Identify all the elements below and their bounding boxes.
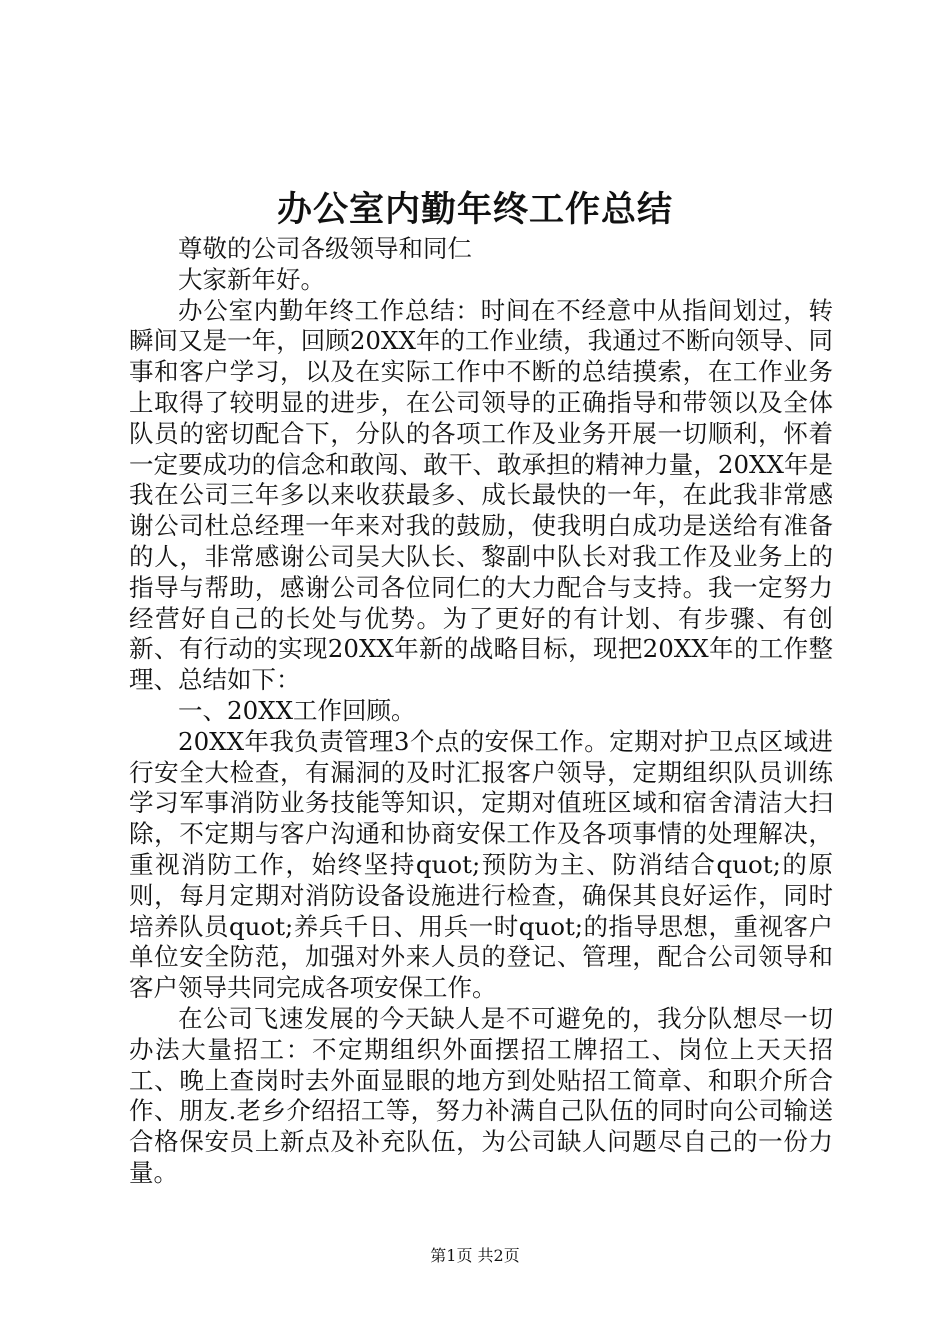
paragraph-recruitment: 在公司飞速发展的今天缺人是不可避免的，我分队想尽一切办法大量招工：不定期组织外面摆招工牌招工、岗位上天天招工、晚上查岗时去外面显眼的地方到处贴招工简章、和职介所合作、朋友.老乡介绍招工等，努力补满自己队伍的同时向公司输送合格保安员上新点及补充队伍，为公司缺人问题尽自己的一份力量。 xyxy=(129,1003,833,1187)
paragraph-intro: 办公室内勤年终工作总结：时间在不经意中从指间划过，转瞬间又是一年，回顾20XX年的工作业绩，我通过不断向领导、同事和客户学习，以及在实际工作中不断的总结摸索，在工作业务上取得了较明显的进步，在公司领导的正确指导和带领以及全体队员的密切配合下，分队的各项工作及业务开展一切顺利，怀着一定要成功的信念和敢闯、敢干、敢承担的精神力量，20XX年是我在公司三年多以来收获最多、成长最快的一年，在此我非常感谢公司杜总经理一年来对我的鼓励，使我明白成功是送给有准备的人，非常感谢公司吴大队长、黎副中队长对我工作及业务上的指导与帮助，感谢公司各位同仁的大力配合与支持。我一定努力经营好自己的长处与优势。为了更好的有计划、有步骤、有创新、有行动的实现20XX年新的战略目标，现把20XX年的工作整理、总结如下： xyxy=(129,295,833,695)
document-body xyxy=(129,234,833,1189)
salutation: 尊敬的公司各级领导和同仁 xyxy=(178,234,472,263)
greeting: 大家新年好。 xyxy=(178,264,325,294)
section-heading: 一、20XX工作回顾。 xyxy=(178,695,416,725)
page-number-footer: 第1页 共2页 xyxy=(430,1246,520,1265)
paragraph-security-work: 20XX年我负责管理3个点的安保工作。定期对护卫点区域进行安全大检查，有漏洞的及时汇报客户领导，定期组织队员训练学习军事消防业务技能等知识，定期对值班区域和宿舍清洁大扫除，不定期与客户沟通和协商安保工作及各项事情的处理解决，重视消防工作，始终坚持quot;预防为主、防消结合quot;的原则，每月定期对消防设备设施进行检查，确保其良好运作，同时培养队员quot;养兵千日、用兵一时quot;的指导思想，重视客户单位安全防范，加强对外来人员的登记、管理，配合公司领导和客户领导共同完成各项安保工作。 xyxy=(129,726,833,1003)
page-title: 办公室内勤年终工作总结 xyxy=(276,190,673,230)
